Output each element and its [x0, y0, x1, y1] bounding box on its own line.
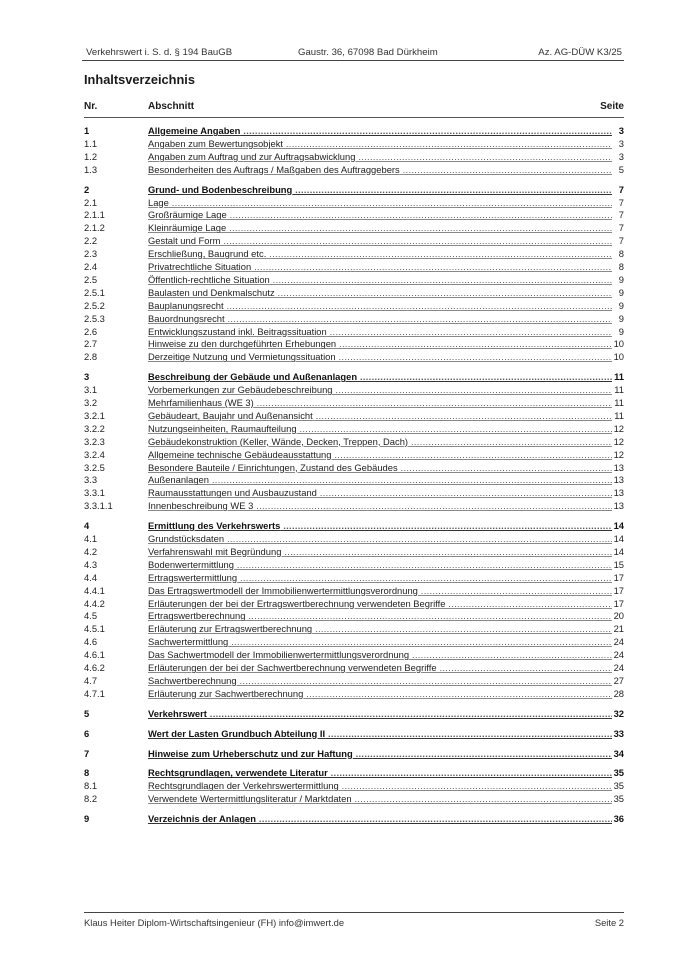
toc-entry-title: Erschließung, Baugrund etc. .....: [148, 248, 612, 260]
toc-entry: [84, 436, 624, 448]
toc-entry-number: 3.3.1.1: [84, 500, 113, 512]
toc-entry-title: Gebäudeart, Baujahr und Außenansicht .....: [148, 410, 612, 422]
toc-entry-number: 4.6: [84, 636, 98, 648]
toc-entry-title: Privatrechtliche Situation .....: [148, 261, 612, 273]
toc-entry-page: 9: [618, 325, 624, 337]
toc-entry-title: Hinweise zum Urheberschutz und zur Haftung .....: [148, 748, 612, 760]
toc-entry: [84, 338, 624, 350]
toc-entry-page: 12: [613, 422, 624, 434]
toc-entry-page: 7: [618, 183, 624, 195]
toc-entry-title: Erläuterungen der bei der Ertragswertberechnung verwendeten Begriffe .....: [148, 598, 612, 610]
toc-entry-title: Verzeichnis der Anlagen .....: [148, 813, 612, 825]
toc-entry-title: Erläuterung zur Ertragswertberechnung .....: [148, 623, 612, 635]
toc-entry: [84, 649, 624, 661]
toc-entry-page: 12: [613, 448, 624, 460]
toc-entry: [84, 585, 624, 597]
toc-entry-page: 13: [613, 474, 624, 486]
toc-entry-page: 11: [614, 397, 624, 408]
toc-entry: [84, 636, 624, 648]
toc-entry-number: 1.3: [84, 163, 98, 175]
toc-entry: [84, 397, 624, 409]
toc-entry-number: 5: [84, 707, 90, 719]
running-footer: [84, 912, 624, 931]
toc-chapter-entry: [84, 184, 624, 196]
toc-column-header: [84, 101, 624, 115]
toc-entry-number: 4: [84, 520, 90, 532]
toc-entry-number: 4.6.1: [84, 649, 105, 661]
toc-entry-page: 35: [613, 780, 624, 792]
toc-entry-title: Grundstücksdaten .....: [148, 533, 612, 545]
toc-entry-number: 4.2: [84, 545, 98, 557]
toc-entry-title: Ertragswertermittlung .....: [148, 572, 612, 584]
toc-entry-number: 2.1.1: [84, 209, 105, 221]
toc-entry: [84, 610, 624, 622]
toc-entry: [84, 164, 624, 176]
toc-entry: [84, 313, 624, 325]
toc-entry-title: Großräumige Lage .....: [148, 209, 612, 221]
toc-entry-title: Hinweise zu den durchgeführten Erhebungen .....: [148, 338, 612, 350]
toc-entry-page: 10: [613, 338, 624, 350]
toc-entry-number: 3: [84, 371, 90, 383]
toc-entry-title: Verfahrenswahl mit Begründung .....: [148, 546, 612, 558]
toc-entry-page: 12: [613, 435, 624, 447]
column-page: Seite: [600, 101, 624, 112]
toc-entry: [84, 546, 624, 558]
toc-entry-page: 14: [613, 520, 624, 532]
toc-entry-number: 6: [84, 727, 90, 739]
toc-entry-page: 7: [618, 196, 624, 208]
toc-entry: [84, 248, 624, 260]
toc-entry-page: 8: [618, 261, 624, 272]
toc-entry-title: Das Ertragswertmodell der Immobilienwertermittlungsverordnung .....: [148, 585, 612, 597]
toc-entry-number: 4.3: [84, 558, 98, 570]
toc-entry-page: 7: [618, 209, 624, 221]
toc-entry-title: Entwicklungszustand inkl. Beitragssituation .....: [148, 326, 612, 338]
toc-entry-number: 8: [84, 767, 90, 779]
toc-entry: [84, 462, 624, 474]
toc-chapter-entry: [84, 371, 624, 383]
toc-entry-title: Außenanlagen .....: [148, 474, 612, 486]
toc-entry-page: 11: [614, 384, 624, 396]
toc-entry-title: Vorbemerkungen zur Gebäudebeschreibung .....: [148, 384, 612, 396]
toc-entry-page: 33: [613, 727, 624, 739]
toc-entry: [84, 235, 624, 247]
toc-entry-page: 13: [613, 487, 624, 499]
toc-entry-page: 9: [618, 286, 624, 298]
toc-entry: [84, 780, 624, 792]
toc-entry-number: 3.3.1: [84, 487, 105, 499]
toc-entry-title: Allgemeine technische Gebäudeausstattung .....: [148, 449, 612, 461]
toc-entry: [84, 572, 624, 584]
toc-chapter-entry: [84, 708, 624, 720]
toc-entry-page: 11: [614, 371, 624, 383]
toc-entry-number: 2.5.2: [84, 299, 105, 311]
toc-entry-page: 32: [613, 707, 624, 719]
toc-entry: [84, 410, 624, 422]
toc-entry: [84, 675, 624, 687]
toc-entry-number: 4.4.1: [84, 584, 105, 596]
toc-entry-number: 8.2: [84, 793, 98, 805]
toc-entry-page: 13: [613, 461, 624, 473]
toc-chapter-entry: [84, 767, 624, 779]
toc-entry-title: Angaben zum Bewertungsobjekt .....: [148, 138, 612, 150]
toc-entry-number: 4.5.1: [84, 623, 105, 635]
toc-entry: [84, 662, 624, 674]
toc-entry-number: 4.6.2: [84, 662, 105, 673]
toc-entry-page: 17: [613, 571, 624, 583]
toc-entry-page: 7: [618, 235, 624, 247]
header-right: Az. AG-DÜW K3/25: [538, 47, 622, 58]
toc-entry-number: 4.1: [84, 533, 98, 544]
toc-entry: [84, 533, 624, 545]
toc-entry-title: Derzeitige Nutzung und Vermietungssituation .....: [148, 351, 612, 363]
toc-entry-number: 4.7: [84, 674, 98, 686]
toc-entry-page: 9: [618, 273, 624, 285]
toc-entry-number: 2.1.2: [84, 222, 105, 234]
toc-entry-title: Sachwertberechnung .....: [148, 675, 612, 687]
toc-entry-number: 4.7.1: [84, 687, 105, 699]
footer-page-number: Seite 2: [594, 917, 624, 928]
toc-entry: [84, 384, 624, 396]
page-title: Inhaltsverzeichnis: [84, 72, 195, 87]
toc-entry: [84, 793, 624, 805]
toc-entry-page: 5: [618, 163, 624, 175]
toc-entry: [84, 474, 624, 486]
toc-entry-number: 9: [84, 813, 90, 825]
toc-entry-title: Verkehrswert .....: [148, 708, 612, 720]
toc-entry-number: 3.2.3: [84, 435, 105, 447]
toc-entry: [84, 688, 624, 700]
toc-entry-page: 10: [613, 351, 624, 363]
toc-entry-page: 27: [613, 674, 624, 686]
header-left: Verkehrswert i. S. d. § 194 BauGB: [86, 47, 233, 58]
toc-entry-title: Rechtsgrundlagen, verwendete Literatur .....: [148, 767, 612, 779]
toc-entry: [84, 487, 624, 499]
toc-entry-number: 3.2.1: [84, 409, 105, 421]
toc-entry-number: 3.2.5: [84, 461, 105, 473]
toc-entry-title: Erläuterungen der bei der Sachwertberechnung verwendeten Begriffe .....: [148, 662, 612, 674]
toc-entry-number: 1.2: [84, 150, 98, 162]
toc-entry-page: 28: [613, 687, 624, 699]
toc-chapter-entry: [84, 748, 624, 760]
toc-entry-title: Raumausstattungen und Ausbauzustand .....: [148, 487, 612, 499]
toc-entry-title: Kleinräumige Lage .....: [148, 222, 612, 234]
toc-entry-title: Rechtsgrundlagen der Verkehrswertermittlung .....: [148, 780, 612, 792]
toc-entry: [84, 559, 624, 571]
toc-entry-page: 36: [613, 813, 624, 825]
toc-entry-number: 4.4.2: [84, 597, 105, 609]
toc-entry-title: Bauordnungsrecht .....: [148, 313, 612, 325]
toc-chapter-entry: [84, 728, 624, 740]
toc-entry: [84, 300, 624, 312]
toc-entry-title: Ermittlung des Verkehrswerts .....: [148, 520, 612, 532]
toc-entry-page: 8: [618, 248, 624, 260]
toc-entry: [84, 500, 624, 512]
toc-entry-number: 3.3: [84, 474, 98, 486]
toc-entry-page: 24: [613, 649, 624, 661]
header-rule: [84, 117, 624, 118]
toc-entry-number: 2.5.1: [84, 286, 105, 298]
toc-entry-title: Öffentlich-rechtliche Situation .....: [148, 274, 612, 286]
toc-entry-title: Erläuterung zur Sachwertberechnung .....: [148, 688, 612, 700]
toc-entry: [84, 598, 624, 610]
toc-entry-title: Ertragswertberechnung .....: [148, 610, 612, 622]
toc-entry-page: 3: [618, 137, 624, 149]
toc-entry-page: 20: [613, 610, 624, 622]
toc-entry-title: Lage .....: [148, 197, 612, 209]
toc-chapter-entry: [84, 125, 624, 137]
toc-entry-page: 9: [618, 299, 624, 311]
toc-entry: [84, 326, 624, 338]
toc-entry-page: 13: [613, 500, 624, 512]
toc-entry-title: Gestalt und Form .....: [148, 235, 612, 247]
toc-entry-page: 14: [613, 545, 624, 557]
toc-entry-number: 2.3: [84, 248, 98, 260]
toc-entry-page: 24: [613, 662, 624, 673]
toc-entry-title: Baulasten und Denkmalschutz .....: [148, 287, 612, 299]
toc-entry-number: 2.2: [84, 235, 98, 247]
toc-entry-title: Wert der Lasten Grundbuch Abteilung II .....: [148, 728, 612, 740]
running-header: [82, 44, 624, 61]
toc-entry-title: Bodenwertermittlung .....: [148, 559, 612, 571]
toc-entry-number: 2.5: [84, 273, 98, 285]
toc-entry-page: 17: [613, 584, 624, 596]
toc-entry: [84, 287, 624, 299]
toc-entry: [84, 151, 624, 163]
toc-entry-number: 3.2.4: [84, 448, 105, 460]
toc-entry-number: 2.1: [84, 196, 98, 208]
toc-entry-title: Grund- und Bodenbeschreibung .....: [148, 184, 612, 196]
toc-entry-number: 2: [84, 183, 90, 195]
toc-entry-number: 8.1: [84, 780, 98, 792]
toc-entry-number: 2.4: [84, 261, 98, 272]
toc-entry: [84, 449, 624, 461]
toc-entry-number: 2.7: [84, 338, 98, 350]
toc-entry-number: 2.6: [84, 325, 98, 337]
toc-entry: [84, 138, 624, 150]
toc-entry-number: 3.2.2: [84, 422, 105, 434]
footer-author: Klaus Heiter Diplom-Wirtschaftsingenieur (FH) info@imwert.de: [84, 917, 345, 928]
toc-entry-title: Angaben zum Auftrag und zur Auftragsabwicklung .....: [148, 151, 612, 163]
toc-entry-title: Sachwertermittlung .....: [148, 636, 612, 648]
toc-entry-number: 3.1: [84, 384, 98, 396]
toc-entry-number: 7: [84, 747, 90, 759]
toc-chapter-entry: [84, 813, 624, 825]
toc-entry-title: Besondere Bauteile / Einrichtungen, Zustand des Gebäudes .....: [148, 462, 612, 474]
toc-entry-title: Allgemeine Angaben .....: [148, 125, 612, 137]
toc-entry: [84, 423, 624, 435]
toc-entry-number: 4.5: [84, 610, 98, 622]
toc-entry-page: 24: [613, 636, 624, 648]
toc-chapter-entry: [84, 520, 624, 532]
toc-entry-title: Mehrfamilienhaus (WE 3) .....: [148, 397, 612, 409]
toc-entry: [84, 623, 624, 635]
toc-entry-number: 1.1: [84, 137, 98, 149]
toc-entry-page: 11: [614, 409, 624, 421]
toc-entry-number: 1: [84, 125, 90, 136]
toc-entry-page: 14: [613, 533, 624, 544]
toc-entry-title: Das Sachwertmodell der Immobilienwertermittlungsverordnung .....: [148, 649, 612, 661]
header-center: Gaustr. 36, 67098 Bad Dürkheim: [298, 47, 438, 58]
toc-entry-page: 35: [613, 793, 624, 805]
column-number: Nr.: [84, 101, 98, 112]
toc-entry-title: Nutzungseinheiten, Raumaufteilung .....: [148, 423, 612, 435]
toc-entry: [84, 209, 624, 221]
column-section: Abschnitt: [148, 101, 195, 112]
toc-entry-title: Verwendete Wertermittlungsliteratur / Marktdaten .....: [148, 793, 612, 805]
toc-entry-title: Bauplanungsrecht .....: [148, 300, 612, 312]
toc-entry-page: 3: [618, 150, 624, 162]
toc-entry-page: 35: [613, 767, 624, 779]
toc-entry-title: Gebäudekonstruktion (Keller, Wände, Decken, Treppen, Dach) .....: [148, 436, 612, 448]
toc-entry-title: Innenbeschreibung WE 3 .....: [148, 500, 612, 512]
toc-entry-page: 34: [613, 747, 624, 759]
toc-entry-number: 3.2: [84, 397, 98, 408]
toc-entry-page: 7: [618, 222, 624, 234]
toc-entry-page: 17: [613, 597, 624, 609]
toc-entry-title: Besonderheiten des Auftrags / Maßgaben des Auftraggebers .....: [148, 164, 612, 176]
toc-entry-page: 21: [613, 623, 624, 635]
toc-entry-page: 15: [613, 558, 624, 570]
toc-entry: [84, 274, 624, 286]
toc-entry-title: Beschreibung der Gebäude und Außenanlagen .....: [148, 371, 612, 383]
toc-entry: [84, 351, 624, 363]
toc-entry-page: 9: [618, 312, 624, 324]
toc-entry-number: 2.8: [84, 351, 98, 363]
toc-entry: [84, 222, 624, 234]
toc-entry: [84, 261, 624, 273]
toc-entry-page: 3: [618, 125, 624, 136]
toc-entry-number: 2.5.3: [84, 312, 105, 324]
toc-entry-number: 4.4: [84, 571, 98, 583]
toc-entry: [84, 197, 624, 209]
